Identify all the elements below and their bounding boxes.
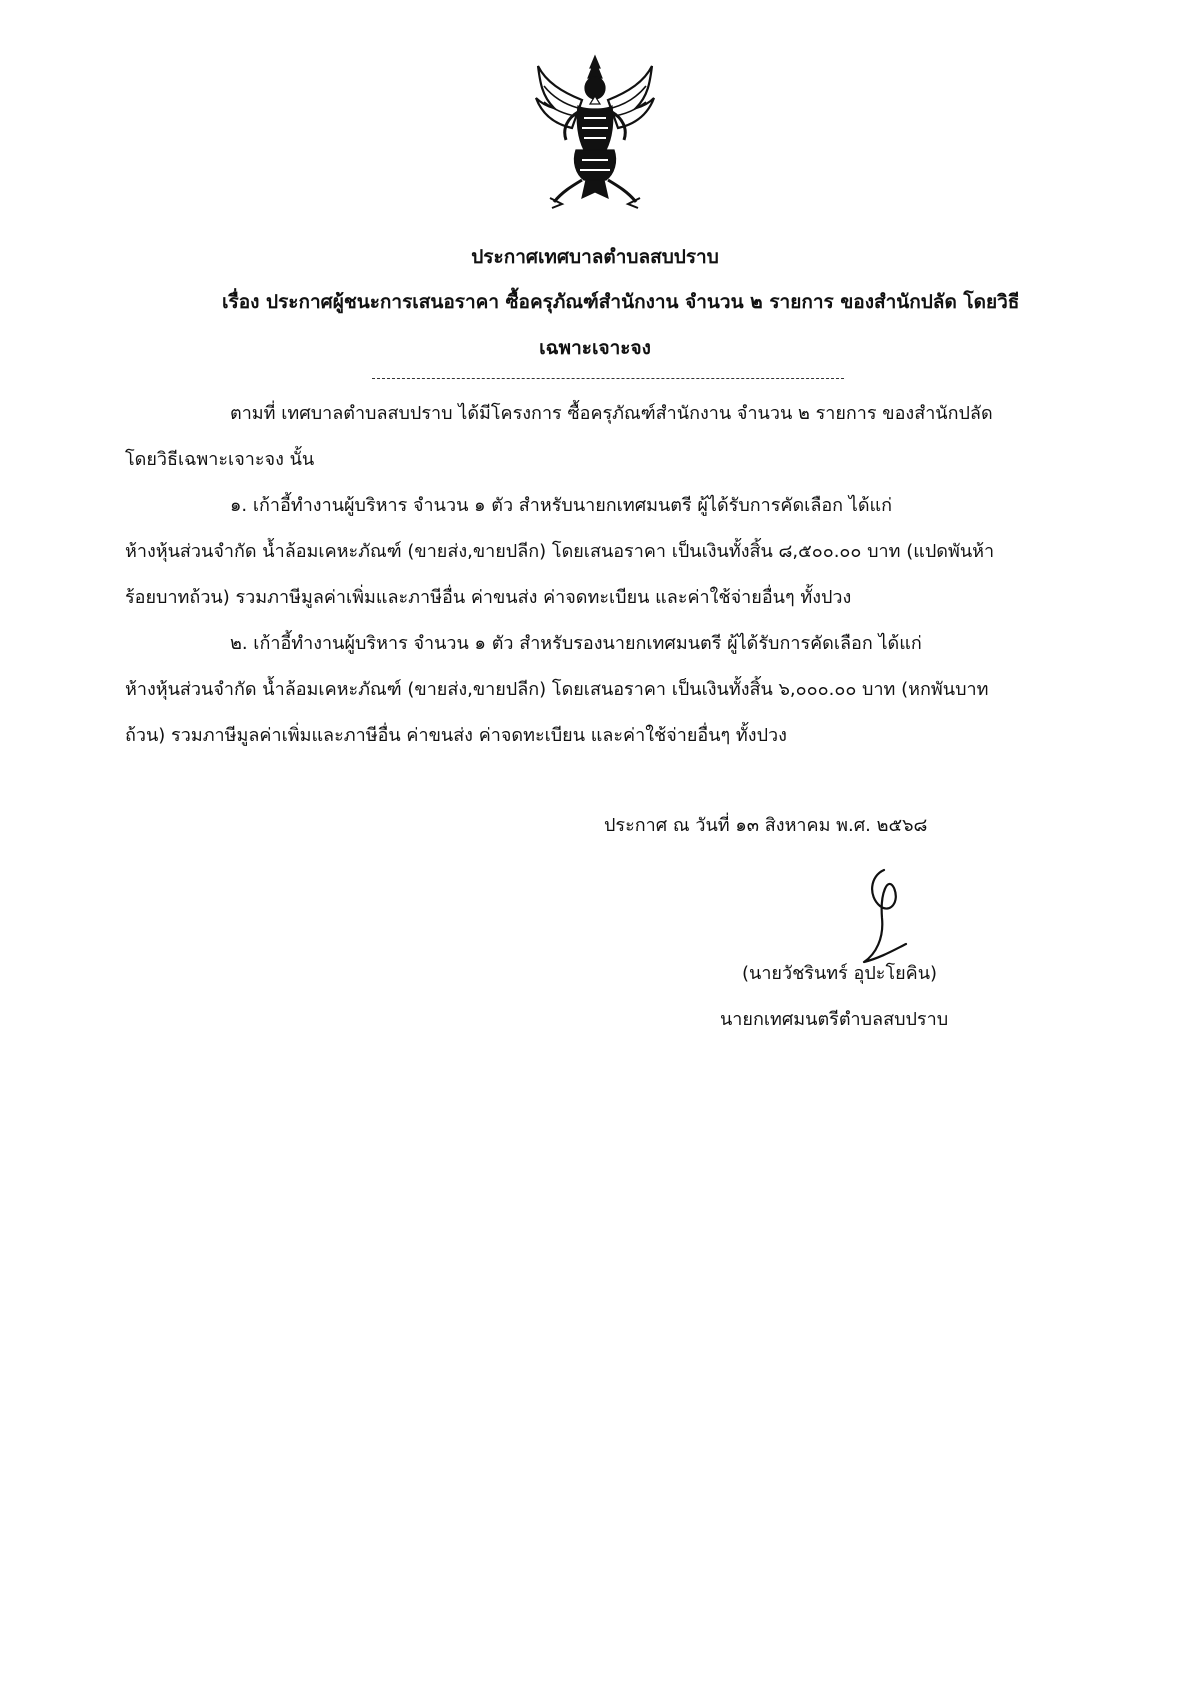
item-1-line-1: ๑. เก้าอี้ทำงานผู้บริหาร จำนวน ๑ ตัว สำหรับนายกเทศมนตรี ผู้ได้รับการคัดเลือก ได้แก่ bbox=[230, 495, 893, 516]
signer-position: นายกเทศมนตรีตำบลสบปราบ bbox=[720, 1009, 949, 1030]
item-1-line-2: ห้างหุ้นส่วนจำกัด น้ำล้อมเคหะภัณฑ์ (ขายส่ง,ขายปลีก) โดยเสนอราคา เป็นเงินทั้งสิ้น ๘,๕๐๐.๐๐ บาท (แปดพันห้า bbox=[125, 541, 995, 562]
page-title: ประกาศเทศบาลตำบลสบปราบ bbox=[471, 246, 719, 268]
item-2-line-3: ถ้วน) รวมภาษีมูลค่าเพิ่มและภาษีอื่น ค่าขนส่ง ค่าจดทะเบียน และค่าใช้จ่ายอื่นๆ ทั้งปวง bbox=[125, 725, 787, 746]
item-2-line-1: ๒. เก้าอี้ทำงานผู้บริหาร จำนวน ๑ ตัว สำหรับรองนายกเทศมนตรี ผู้ได้รับการคัดเลือก ได้แก่ bbox=[230, 633, 922, 654]
item-2-line-2: ห้างหุ้นส่วนจำกัด น้ำล้อมเคหะภัณฑ์ (ขายส่ง,ขายปลีก) โดยเสนอราคา เป็นเงินทั้งสิ้น ๖,๐๐๐.๐๐ บาท (หกพันบาท bbox=[125, 679, 989, 700]
intro-line-2: โดยวิธีเฉพาะเจาะจง นั้น bbox=[125, 449, 315, 470]
subject-line-1: เรื่อง ประกาศผู้ชนะการเสนอราคา ซื้อครุภัณฑ์สำนักงาน จำนวน ๒ รายการ ของสำนักปลัด โดยวิธี bbox=[222, 291, 1020, 313]
signer-name: (นายวัชรินทร์ อุปะโยคิน) bbox=[742, 963, 938, 984]
garuda-emblem-icon bbox=[532, 52, 658, 212]
announcement-date: ประกาศ ณ วันที่ ๑๓ สิงหาคม พ.ศ. ๒๕๖๘ bbox=[604, 815, 928, 836]
item-1-line-3: ร้อยบาทถ้วน) รวมภาษีมูลค่าเพิ่มและภาษีอื่น ค่าขนส่ง ค่าจดทะเบียน และค่าใช้จ่ายอื่นๆ ทั้งปวง bbox=[125, 587, 852, 608]
handwritten-signature bbox=[840, 862, 930, 972]
subject-line-2: เฉพาะเจาะจง bbox=[539, 337, 651, 359]
intro-line-1: ตามที่ เทศบาลตำบลสบปราบ ได้มีโครงการ ซื้อครุภัณฑ์สำนักงาน จำนวน ๒ รายการ ของสำนักปลัด bbox=[230, 403, 993, 424]
separator-line bbox=[372, 378, 844, 379]
